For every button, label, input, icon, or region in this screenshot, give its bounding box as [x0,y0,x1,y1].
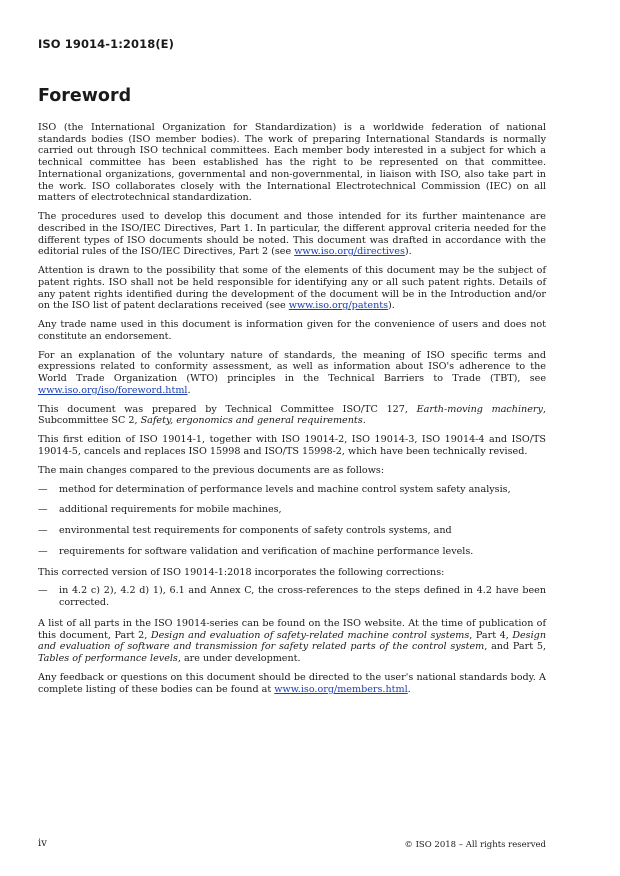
document-id: ISO 19014-1:2018(E) [38,37,174,51]
members-link[interactable]: www.iso.org/members.html [274,683,408,695]
paragraph-committee: This document was prepared by Technical Committee ISO/TC 127, Earth-moving machinery, Subcommittee SC 2, Safety, ergonomics and general requirements. [38,403,546,427]
directives-link[interactable]: www.iso.org/directives [294,246,405,258]
list-item: — additional requirements for mobile machines, [38,504,282,516]
paragraph-voluntary-nature: For an explanation of the voluntary nature of standards, the meaning of ISO specific terms and expressions related to conformity assessment, as well as information about ISO's adherence to the World Trade Organization (WTO) principles in the Technical Barriers to Trade (TBT), see www.iso.org/iso/foreword.html. [38,349,546,396]
paragraph-series-parts: A list of all parts in the ISO 19014-series can be found on the ISO website. At the time of publication of this document, Part 2, Design and evaluation of safety-related machine control systems, Part 4, Design and evaluation of software and transmission for safety related parts of the control system, and Part 5, Tables of performance levels, are under development. [38,617,547,664]
page-number: iv [38,838,47,849]
patents-link[interactable]: www.iso.org/patents [288,300,389,312]
list-item: — requirements for software validation and verification of machine performance levels. [38,545,474,557]
copyright-notice: © ISO 2018 – All rights reserved [404,840,546,850]
paragraph-main-changes: The main changes compared to the previous documents are as follows: [38,464,385,476]
list-item: — environmental test requirements for components of safety controls systems, and [38,525,452,537]
paragraph-edition: This first edition of ISO 19014-1, together with ISO 19014-2, ISO 19014-3, ISO 19014-4 and ISO/TS 19014-5, cancels and replaces ISO 15998 and ISO/TS 15998-2, which have been technically revised. [38,434,546,457]
list-item: — method for determination of performance levels and machine control system safety analysis, [38,483,511,495]
foreword-body [38,122,546,702]
paragraph-patents: Attention is drawn to the possibility that some of the elements of this document may be the subject of patent rights. ISO shall not be held responsible for identifying any or all such patent rights. Details of any patent rights identified during the development of the document will be in the Introduction and/or on the ISO list of patent declarations received (see www.iso.org/patents). [38,265,546,312]
paragraph-procedures: The procedures used to develop this document and those intended for its further maintenance are described in the ISO/IEC Directives, Part 1. In particular, the different approval criteria needed for the different types of ISO documents should be noted. This document was drafted in accordance with the editorial rules of the ISO/IEC Directives, Part 2 (see www.iso.org/directives). [38,211,546,258]
list-item: — in 4.2 c) 2), 4.2 d) 1), 6.1 and Annex C, the cross-references to the steps defined in 4.2 have been corrected. [38,585,546,609]
paragraph-corrections: This corrected version of ISO 19014-1:2018 incorporates the following corrections: [38,566,445,578]
foreword-link[interactable]: www.iso.org/iso/foreword.html [38,384,188,396]
page-title: Foreword [38,86,132,106]
paragraph-feedback: Any feedback or questions on this document should be directed to the user's national standards body. A complete listing of these bodies can be found at www.iso.org/members.html. [38,671,546,695]
paragraph-trade-name: Any trade name used in this document is information given for the convenience of users and does not constitute an endorsement. [38,319,546,342]
paragraph-iso-intro: ISO (the International Organization for Standardization) is a worldwide federation of national standards bodies (ISO member bodies). The work of preparing International Standards is normally carried out through ISO technical committees. Each member body interested in a subject for which a technical committee has been established has the right to be represented on that committee. International organizations, governmental and non-governmental, in liaison with ISO, also take part in the work. ISO collaborates closely with the International Electrotechnical Commission (IEC) on all matters of electrotechnical standardization. [38,122,546,204]
